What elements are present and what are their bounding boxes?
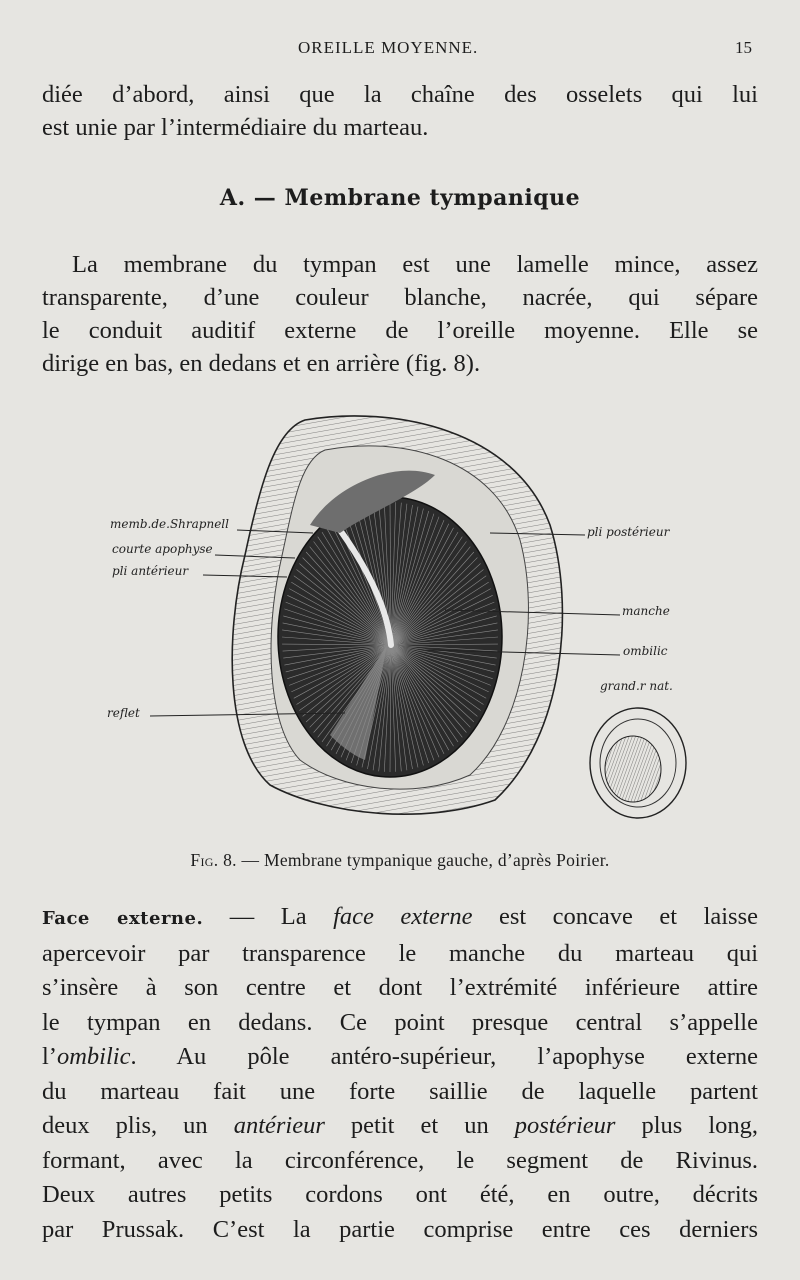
tympanic-membrane-illustration xyxy=(95,405,715,825)
label-reflet: reflet xyxy=(107,706,140,720)
intro-line: diée d’abord, ainsi que la chaîne des osselets qui lui xyxy=(42,81,758,108)
face-line-5 xyxy=(42,1040,758,1075)
face-line-8: formant, avec la circonférence, le segment de Rivinus. xyxy=(42,1146,758,1174)
face-line-4: le tympan en dedans. Ce point presque central s’appelle xyxy=(42,1008,758,1036)
membrane-line: le conduit auditif externe de l’oreille moyenne. Elle se xyxy=(42,317,758,344)
text-run: deux plis, un xyxy=(42,1112,234,1139)
face-line-2: apercevoir par transparence le manche du marteau qui xyxy=(42,939,758,967)
label-pli-anterieur: pli antérieur xyxy=(112,564,189,578)
label-manche: manche xyxy=(622,604,670,618)
caption-fig-label: Fig. 8. xyxy=(190,850,237,870)
running-head-title: OREILLE MOYENNE. xyxy=(298,38,479,57)
figure-caption xyxy=(0,850,800,871)
face-line-7 xyxy=(42,1109,758,1144)
italic-term: ombilic xyxy=(56,1043,131,1070)
natural-size-inset xyxy=(590,708,686,818)
text-run: l’ xyxy=(42,1043,57,1070)
text-run: . Au pôle antéro-supérieur, l’apophyse externe xyxy=(130,1043,758,1070)
label-courte-apophyse: courte apophyse xyxy=(112,542,213,556)
membrane-line: dirige en bas, en dedans et en arrière (fig. 8). xyxy=(42,350,481,377)
text-run: petit et un xyxy=(324,1112,515,1139)
figure-tympanic-membrane xyxy=(95,405,715,825)
run-in-heading: Face externe. xyxy=(42,908,204,929)
caption-text: — Membrane tympanique gauche, d’après Poirier. xyxy=(241,850,610,870)
membrane-paragraph xyxy=(42,248,758,380)
membrane-line: transparente, d’une couleur blanche, nacrée, qui sépare xyxy=(42,284,758,311)
face-line-1 xyxy=(42,900,758,937)
face-line-9: Deux autres petits cordons ont été, en outre, décrits xyxy=(42,1181,758,1208)
intro-paragraph xyxy=(42,78,758,144)
face-line-3: s’insère à son centre et dont l’extrémité inférieure attire xyxy=(42,974,758,1001)
page-number: 15 xyxy=(735,38,752,57)
intro-line: est unie par l’intermédiaire du marteau. xyxy=(42,114,429,141)
text-run: — La xyxy=(229,903,334,930)
running-head xyxy=(0,38,800,62)
italic-term: face externe xyxy=(333,903,473,930)
text-run: est concave et laisse xyxy=(472,903,759,930)
section-heading: A. — Membrane tympanique xyxy=(219,185,581,211)
face-line-10: par Prussak. C’est la partie comprise entre ces derniers xyxy=(42,1215,758,1243)
label-pli-posterieur: pli postérieur xyxy=(587,525,670,539)
italic-term: antérieur xyxy=(233,1112,325,1139)
face-line-6: du marteau fait une forte saillie de laquelle partent xyxy=(42,1077,758,1105)
italic-term: postérieur xyxy=(514,1112,616,1139)
label-grandeur-nature: grand.r nat. xyxy=(600,679,673,693)
label-ombilic: ombilic xyxy=(623,644,668,658)
text-run: plus long, xyxy=(615,1112,758,1139)
label-memb-shrapnell: memb.de.Shrapnell xyxy=(110,517,229,531)
face-externe-paragraph xyxy=(42,900,758,1247)
membrane-line: La membrane du tympan est une lamelle mince, assez xyxy=(72,251,758,278)
